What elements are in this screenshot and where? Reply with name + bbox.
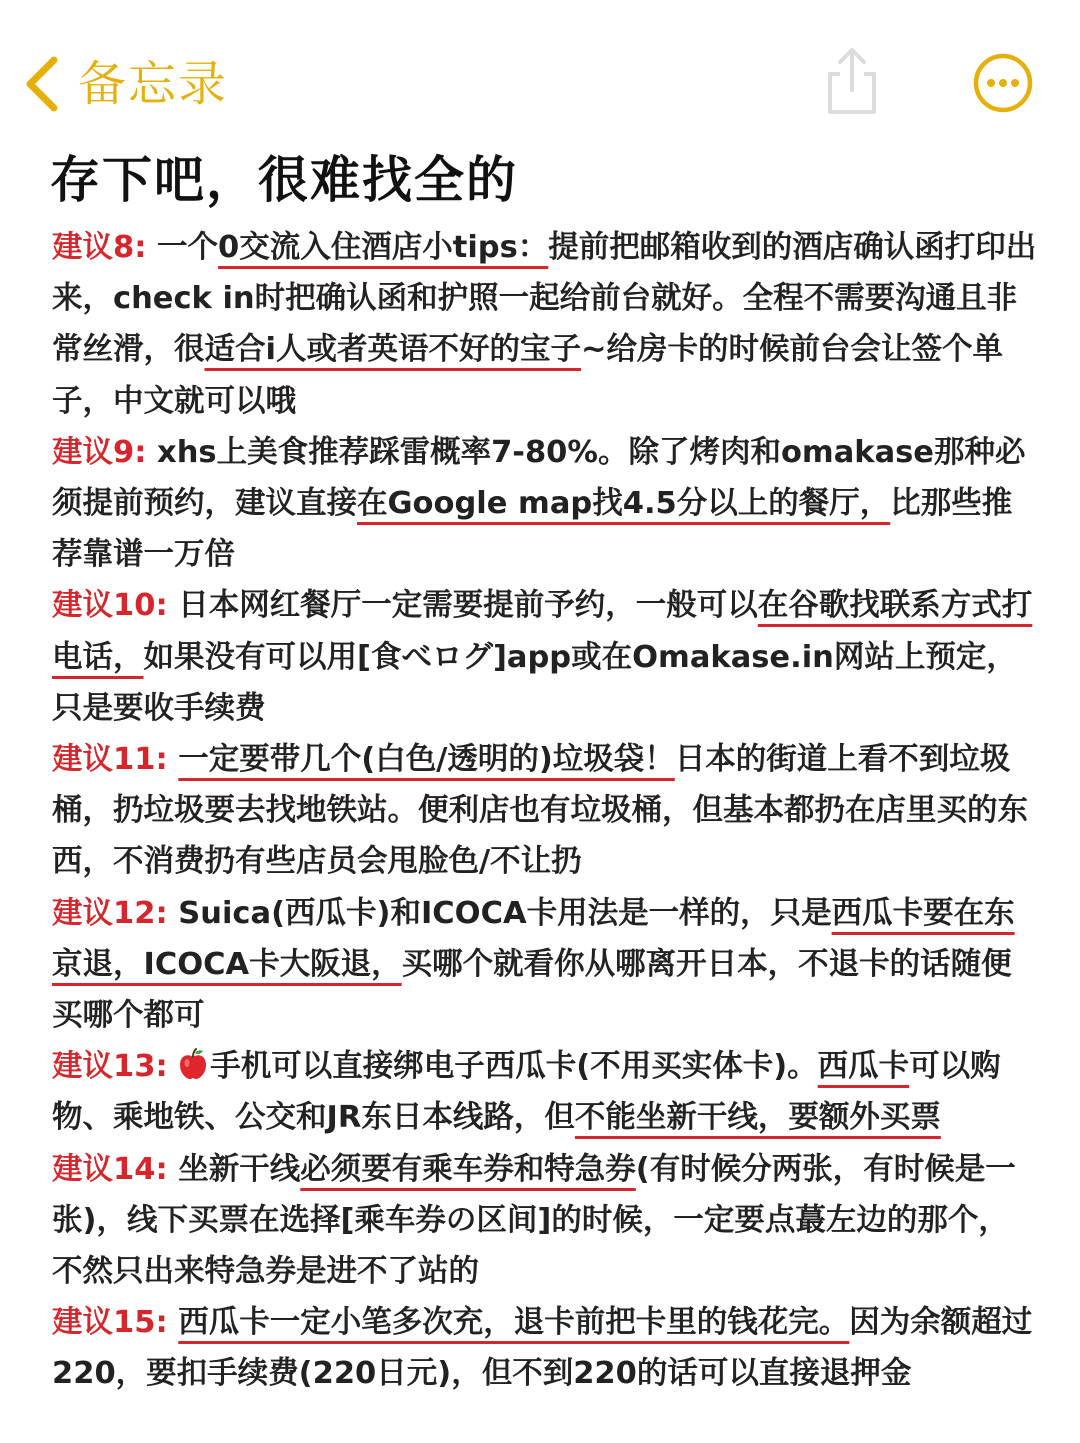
tip-highlight: 不能坐新干线，要额外买票 (574, 1100, 941, 1136)
note-title: 存下吧，很难找全的 (50, 151, 518, 209)
tip-text: 提前把邮箱收到的酒店确认函打印出来，check in时把确认函和护照一起给前台就好。全程不需要沟通且非常丝滑，很 (52, 230, 1037, 368)
tip-highlight: 西瓜卡要在东京退，ICOCA卡大阪退， (52, 895, 1015, 982)
tip-13 (52, 1041, 1037, 1143)
chevron-left-icon (24, 56, 60, 112)
tip-label: 建议10: (52, 588, 168, 624)
tip-highlight: 西瓜卡一定小笔多次充，退卡前把卡里的钱花完。 (178, 1305, 850, 1341)
tip-text: xhs上美食推荐踩雷概率7-80%。除了烤肉和omakase那种必须提前预约，建议直接 (52, 434, 1026, 522)
tip-highlight: 在谷歌找联系方式打电话， (52, 588, 1033, 675)
back-label: 备忘录 (78, 56, 229, 112)
back-button[interactable] (24, 52, 228, 116)
share-button[interactable] (820, 44, 884, 116)
tip-9 (52, 427, 1037, 581)
tip-label: 建议9: (52, 434, 147, 470)
tip-label: 建议11: (52, 742, 168, 778)
tip-highlight: 必须要有乘车券和特急券 (300, 1151, 636, 1187)
tip-label: 建议8: (52, 230, 147, 265)
tip-text: 如果没有可以用[食べログ]app或在Omakase.in网站上预定，只是要收手续费 (52, 639, 1017, 726)
tip-label: 建议13: (52, 1049, 168, 1085)
tip-15 (52, 1297, 1037, 1399)
tip-text: 坐新干线 (167, 1151, 301, 1187)
tip-highlight: 0交流入住酒店小tips： (218, 230, 549, 265)
tip-label: 建议15: (52, 1305, 168, 1341)
tip-text: 一个 (146, 230, 219, 265)
tip-text: 买哪个就看你从哪离开日本，不退卡的话随便买哪个都可 (52, 946, 1012, 1034)
red-apple-icon (178, 1048, 208, 1080)
tip-text (168, 742, 179, 777)
tip-text: ~给房卡的时候前台会让签个单子，中文就可以哦 (52, 332, 1004, 419)
more-options-button[interactable] (972, 52, 1034, 114)
tip-text: 手机可以直接绑电子西瓜卡(不用买实体卡)。 (210, 1049, 818, 1085)
tip-10 (52, 580, 1037, 734)
tip-text: 比那些推荐靠谱一万倍 (52, 486, 1013, 573)
tip-text: 因为余额超过220，要扣手续费(220日元)，但不到220的话可以直接退押金 (52, 1305, 1033, 1392)
tip-text (168, 1305, 179, 1340)
navigation-bar (0, 0, 1080, 150)
tip-12 (52, 888, 1037, 1042)
tip-11 (52, 734, 1037, 888)
tip-highlight: 在Google map找4.5分以上的餐厅， (357, 486, 891, 522)
tip-highlight: 西瓜卡 (817, 1049, 910, 1085)
share-icon (820, 44, 884, 116)
tip-text: 日本网红餐厅一定需要提前予约，一般可以 (167, 588, 758, 624)
tip-label: 建议14: (52, 1151, 168, 1187)
tip-highlight: 一定要带几个(白色/透明的)垃圾袋！ (178, 742, 675, 778)
tip-8 (52, 222, 1037, 427)
tip-text: Suica(西瓜卡)和ICOCA卡用法是一样的，只是 (167, 895, 832, 931)
tip-highlight: 适合i人或者英语不好的宝子 (204, 332, 581, 368)
tip-text: 可以购物、乘地铁、公交和JR东日本线路，但 (52, 1049, 1001, 1136)
ellipsis-circle-icon (972, 52, 1034, 114)
tip-label: 建议12: (52, 895, 168, 931)
tip-text: 日本的街道上看不到垃圾桶，扔垃圾要去找地铁站。便利店也有垃圾桶，但基本都扔在店里买的东西，不消费扔有些店员会甩脸色/不让扔 (52, 742, 1028, 880)
note-body[interactable] (52, 222, 1037, 1400)
tip-14 (52, 1144, 1037, 1298)
tip-text: (有时候分两张，有时候是一张)，线下买票在选择[乘车券の区间]的时候，一定要点蕞左边的那个，不然只出来特急券是进不了站的 (52, 1151, 1016, 1290)
